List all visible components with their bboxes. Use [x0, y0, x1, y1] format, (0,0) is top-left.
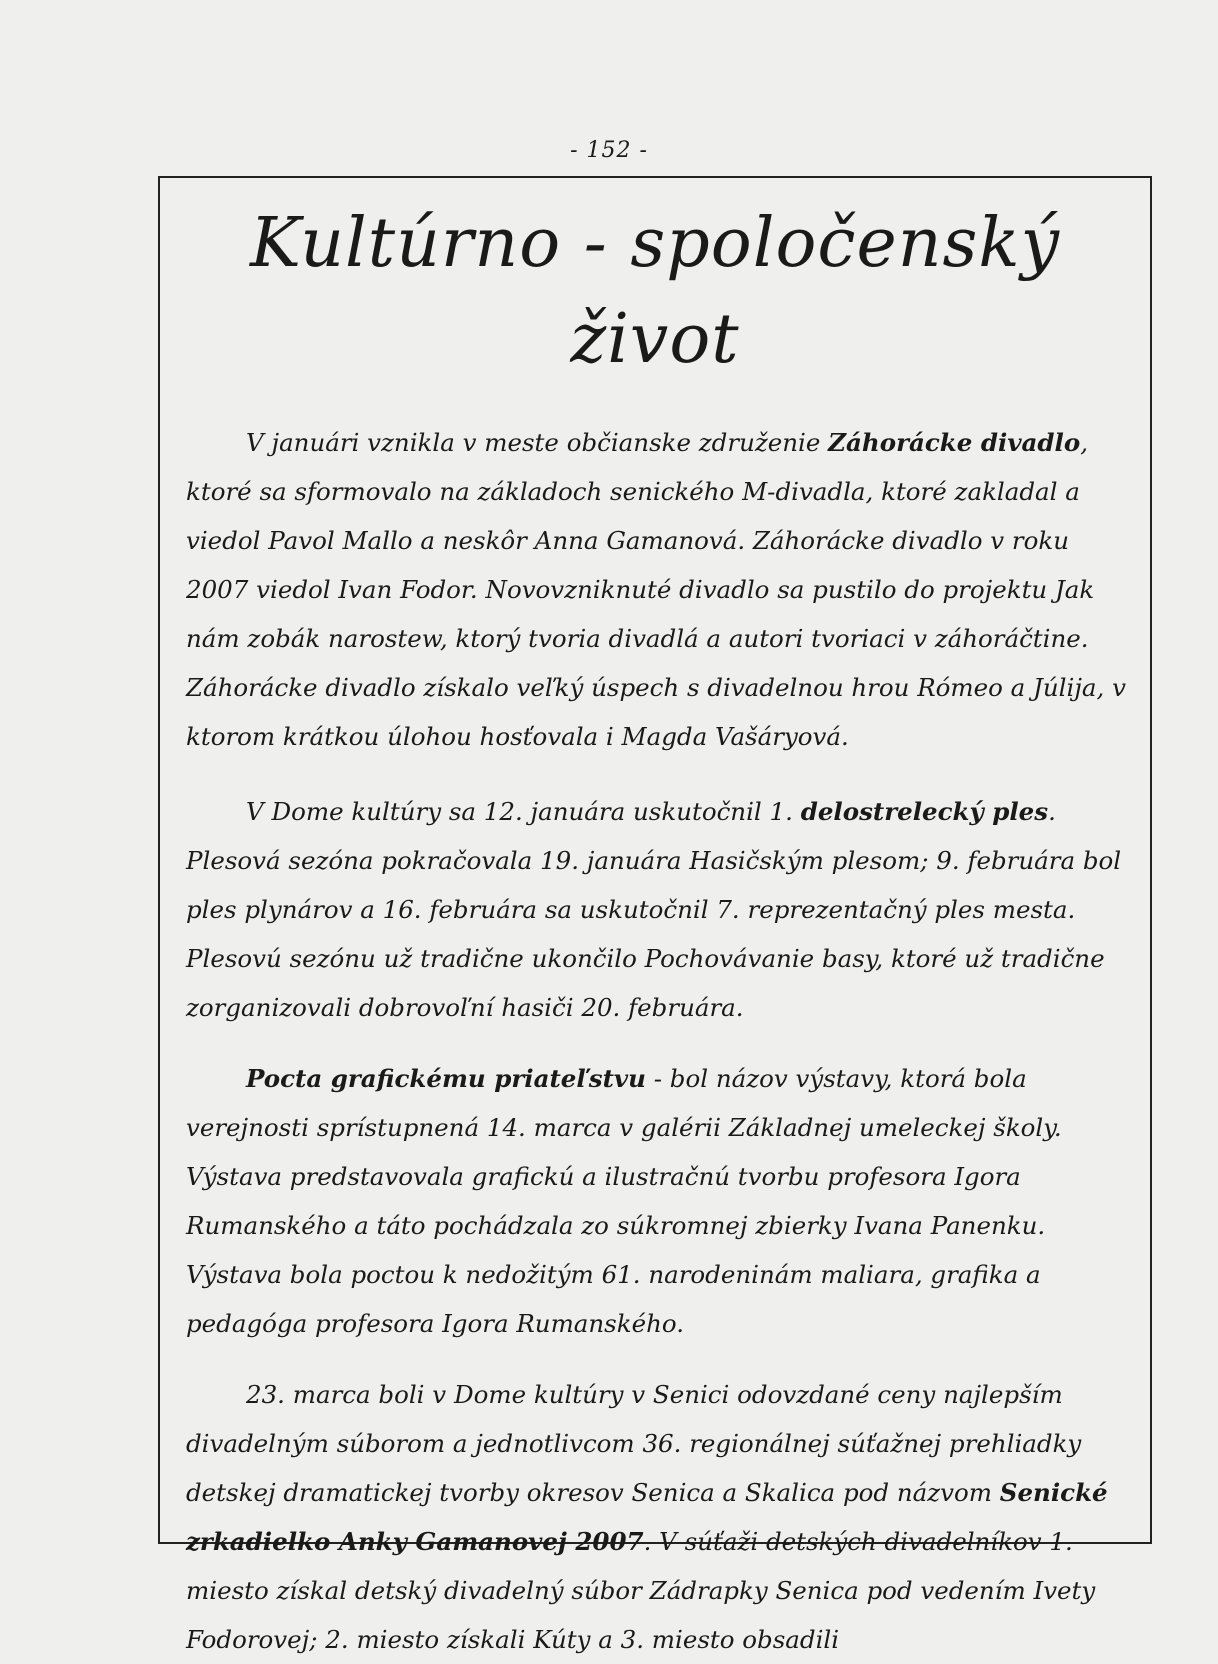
paragraph-senicke-zrkadielko — [186, 1370, 1128, 1664]
highlighted-term: delostrelecký ples — [800, 797, 1049, 826]
text-run: 23. marca boli v Dome kultúry v Senici odovzdané ceny najlepším divadelným súborom a jednotlivcom 36. regionálnej súťažnej prehliadky detskej dramatickej tvorby okresov Senica a Skalica pod názvom — [186, 1380, 1082, 1507]
text-run: V Dome kultúry sa 12. januára uskutočnil 1. — [246, 797, 801, 826]
paragraph-plesova-sezona — [186, 787, 1128, 1032]
text-run: . V súťaži detských divadelníkov 1. miesto získal detský divadelný súbor Zádrapky Senica pod vedením Ivety Fodorovej; 2. miesto získali Kúty a 3. miesto obsadili — [186, 1527, 1096, 1654]
page-frame — [158, 176, 1152, 1654]
highlighted-term: Záhorácke divadlo — [828, 428, 1081, 457]
page-number: - 152 - — [570, 138, 648, 163]
text-run: . Plesová sezóna pokračovala 19. januára Hasičským plesom; 9. februára bol ples plynárov a 16. februára sa uskutočnil 7. reprezentačný ples mesta. Plesovú sezónu už tradične ukončilo Pochovávanie basy, ktoré už tradične zorganizovali dobrovoľní hasiči 20. februára. — [186, 797, 1122, 1022]
paragraph-zahoracke-divadlo — [186, 418, 1128, 761]
text-run: , ktoré sa sformovalo na základoch senického M-divadla, ktoré zakladal a viedol Pavol Mallo a neskôr Anna Gamanová. Záhorácke divadlo v roku 2007 viedol Ivan Fodor. Novovzniknuté divadlo sa pustilo do projektu Jak nám zobák narostew, ktorý tvoria divadlá a autori tvoriaci v záhoráčtine. Záhorácke divadlo získalo veľký úspech s divadelnou hrou Rómeo a Júlija, v ktorom krátkou úlohou hosťovala i Magda Vašáryová. — [186, 428, 1126, 751]
text-run: - bol názov výstavy, ktorá bola verejnosti sprístupnená 14. marca v galérii Základnej umeleckej školy. Výstava predstavovala grafickú a ilustračnú tvorbu profesora Igora Rumanského a táto pochádzala zo súkromnej zbierky Ivana Panenku. Výstava bola poctou k nedožitým 61. narodeninám maliara, grafika a pedagóga profesora Igora Rumanského. — [186, 1064, 1062, 1338]
page-heading: Kultúrno - spoločenský život — [249, 204, 1061, 379]
highlighted-term: Pocta grafickému priateľstvu — [246, 1064, 646, 1093]
highlighted-term: Senické zrkadielko Anky Gamanovej 2007 — [186, 1478, 1108, 1556]
handwritten-body — [160, 388, 1150, 1664]
text-run: V januári vznikla v meste občianske združenie — [246, 428, 829, 457]
paragraph-pocta-grafickemu — [186, 1054, 1128, 1348]
